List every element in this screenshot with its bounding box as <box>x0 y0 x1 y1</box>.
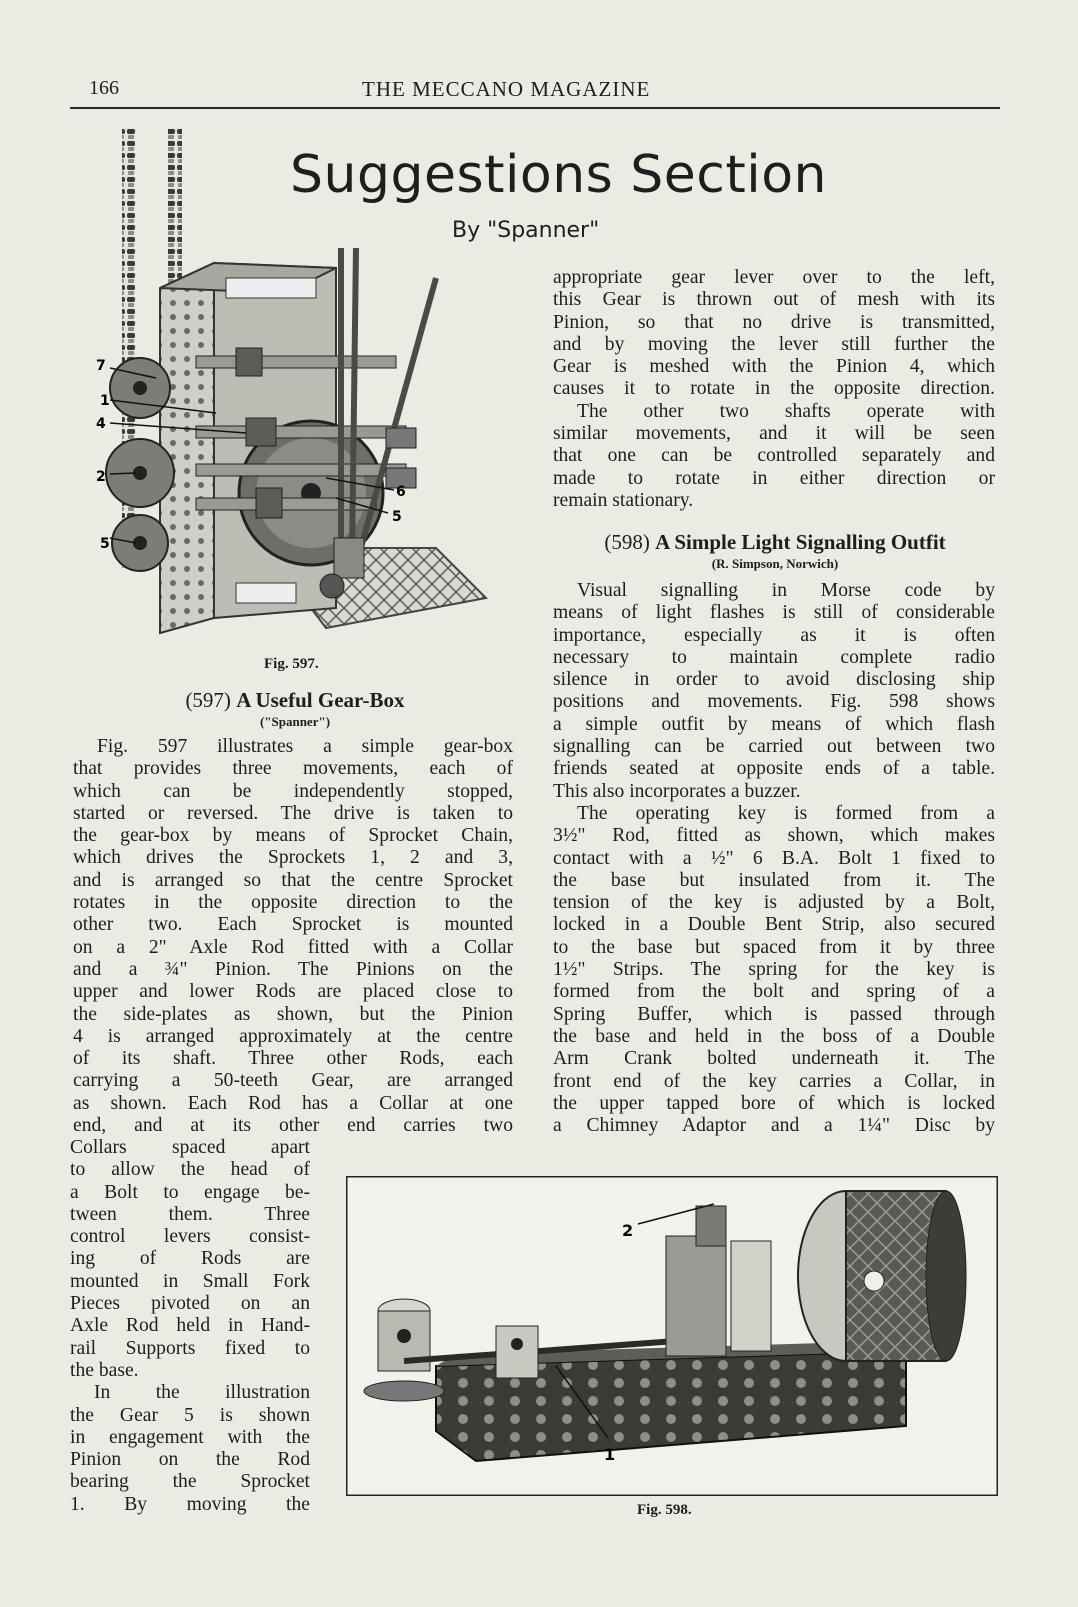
article-598-author: (R. Simpson, Norwich) <box>711 556 839 571</box>
body-line: tension of the key is adjusted by a Bolt, <box>553 892 995 914</box>
article-598-body <box>553 580 995 1137</box>
article-598-heading <box>555 530 995 555</box>
figure-597-gearbox <box>96 128 496 653</box>
callout-1-label: 1 <box>604 1445 616 1464</box>
body-line: importance, especially as it is often <box>553 624 995 646</box>
body-line: front end of the key carries a Collar, in <box>553 1070 995 1092</box>
callout-5-left-label: 5 <box>100 536 110 552</box>
body-line: as shown. Each Rod has a Collar at one <box>73 1092 513 1114</box>
body-line: causes it to rotate in the opposite direction. <box>553 378 995 400</box>
body-line: Fig. 597 illustrates a simple gear-box <box>97 736 513 757</box>
article-597-heading <box>70 688 520 713</box>
magazine-title: THE MECCANO MAGAZINE <box>362 77 651 101</box>
body-line: Gear is meshed with the Pinion 4, which <box>553 356 995 378</box>
body-line: control levers consist- <box>70 1226 310 1248</box>
body-line: rail Supports fixed to <box>70 1337 310 1359</box>
body-line: necessary to maintain complete radio <box>553 646 995 668</box>
body-line: similar movements, and it will be seen <box>553 423 995 445</box>
body-line: signalling can be carried out between two <box>553 736 995 758</box>
body-line: means of light flashes is still of considerable <box>553 602 995 624</box>
body-line: locked in a Double Bent Strip, also secured <box>553 914 995 936</box>
callout-4-label: 4 <box>96 416 106 432</box>
body-line: made to rotate in either direction or <box>553 467 995 489</box>
article-597-body <box>73 736 513 1137</box>
body-line: 1. By moving the <box>70 1493 310 1515</box>
article-597-body-narrow <box>70 1137 310 1516</box>
article-598-number: (598) <box>604 530 650 554</box>
body-line: 1½" Strips. The spring for the key is <box>553 959 995 981</box>
body-line: positions and movements. Fig. 598 shows <box>553 691 995 713</box>
callout-7-label: 7 <box>96 358 106 374</box>
body-line: rotates in the opposite direction to the <box>73 892 513 914</box>
body-line: Spring Buffer, which is passed through <box>553 1003 995 1025</box>
body-line: which can be independently stopped, <box>73 780 513 802</box>
body-line: Collars spaced apart <box>70 1137 310 1158</box>
body-line: on a 2" Axle Rod fitted with a Collar <box>73 936 513 958</box>
body-line: the base. <box>70 1359 139 1381</box>
body-line: bearing the Sprocket <box>70 1471 310 1493</box>
body-line: that one can be controlled separately and <box>553 445 995 467</box>
section-byline: By "Spanner" <box>452 218 600 243</box>
body-line: silence in order to avoid disclosing ship <box>553 669 995 691</box>
body-line: contact with a ½" 6 B.A. Bolt 1 fixed to <box>553 847 995 869</box>
body-line: which drives the Sprockets 1, 2 and 3, <box>73 847 513 869</box>
body-line: to the base but spaced from it by three <box>553 936 995 958</box>
body-line: Arm Crank bolted underneath it. The <box>553 1048 995 1070</box>
article-597-title: A Useful Gear-Box <box>236 688 405 712</box>
body-line: and by moving the lever still further the <box>553 333 995 355</box>
body-line: a Chimney Adaptor and a 1¼" Disc by <box>553 1115 995 1137</box>
body-line: the side-plates as shown, but the Pinion <box>73 1003 513 1025</box>
body-line: this Gear is thrown out of mesh with its <box>553 289 995 311</box>
body-line: Pieces pivoted on an <box>70 1293 310 1315</box>
callout-2-label: 2 <box>622 1221 634 1240</box>
body-line: 4 is arranged approximately at the centre <box>73 1025 513 1047</box>
callout-2-label: 2 <box>96 469 106 485</box>
body-line: to allow the head of <box>70 1159 310 1181</box>
body-line: ing of Rods are <box>70 1248 310 1270</box>
header-rule <box>70 107 1000 109</box>
body-line: a simple outfit by means of which flash <box>553 713 995 735</box>
body-line: a Bolt to engage be- <box>70 1181 310 1203</box>
callout-1-label: 1 <box>100 393 110 409</box>
body-line: and a ¾" Pinion. The Pinions on the <box>73 958 513 980</box>
body-line: of its shaft. Three other Rods, each <box>73 1048 513 1070</box>
body-line: the Gear 5 is shown <box>70 1404 310 1426</box>
body-line: the upper tapped bore of which is locked <box>553 1092 995 1114</box>
body-line: The operating key is formed from a <box>577 802 995 824</box>
body-line: upper and lower Rods are placed close to <box>73 981 513 1003</box>
body-line: the base and held in the boss of a Double <box>553 1025 995 1047</box>
body-line: This also incorporates a buzzer. <box>553 780 801 802</box>
body-line: Pinion on the Rod <box>70 1449 310 1471</box>
body-line: other two. Each Sprocket is mounted <box>73 914 513 936</box>
body-line: mounted in Small Fork <box>70 1270 310 1292</box>
body-line: started or reversed. The drive is taken to <box>73 802 513 824</box>
body-line: the gear-box by means of Sprocket Chain, <box>73 825 513 847</box>
figure-597-caption: Fig. 597. <box>264 656 319 672</box>
body-line: the base but insulated from it. The <box>553 869 995 891</box>
article-598-title: A Simple Light Signalling Outfit <box>655 530 946 554</box>
body-line: In the illustration <box>94 1382 310 1404</box>
body-line: remain stationary. <box>553 489 694 511</box>
body-line: friends seated at opposite ends of a table. <box>553 758 995 780</box>
body-line: Visual signalling in Morse code by <box>577 580 995 601</box>
figure-598-caption: Fig. 598. <box>637 1502 692 1518</box>
body-line: Pinion, so that no drive is transmitted, <box>553 311 995 333</box>
article-597-number: (597) <box>185 688 231 712</box>
body-line: that provides three movements, each of <box>73 758 513 780</box>
body-line: The other two shafts operate with <box>577 400 995 422</box>
body-line: and is arranged so that the centre Sprocket <box>73 869 513 891</box>
article-597-author: ("Spanner") <box>259 714 331 729</box>
figure-598-signalling-outfit <box>346 1176 998 1496</box>
section-title: Suggestions Section <box>290 145 827 205</box>
page-number: 166 <box>89 77 119 99</box>
callout-5-right-label: 5 <box>392 509 402 525</box>
callout-6-label: 6 <box>396 484 406 500</box>
article-597-continued <box>553 267 995 512</box>
body-line: 3½" Rod, fitted as shown, which makes <box>553 825 995 847</box>
body-line: formed from the bolt and spring of a <box>553 981 995 1003</box>
body-line: in engagement with the <box>70 1426 310 1448</box>
body-line: appropriate gear lever over to the left, <box>553 267 995 288</box>
body-line: tween them. Three <box>70 1203 310 1225</box>
body-line: carrying a 50-teeth Gear, are arranged <box>73 1070 513 1092</box>
body-line: end, and at its other end carries two <box>73 1115 513 1137</box>
body-line: Axle Rod held in Hand- <box>70 1315 310 1337</box>
